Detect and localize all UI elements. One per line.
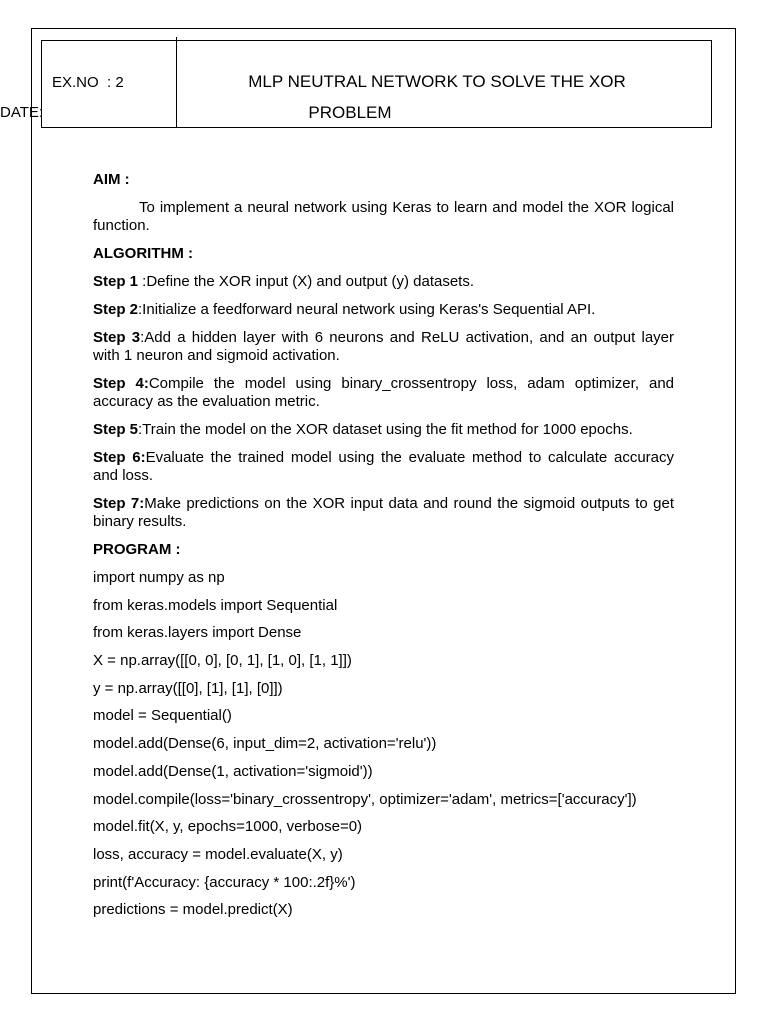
code-line: predictions = model.predict(X) (93, 901, 293, 919)
step-label: Step 4: (93, 375, 149, 392)
step-label: Step 1 (93, 273, 139, 290)
step-text: Compile the model using binary_crossentropy loss, adam optimizer, and accuracy as the evaluation metric. (93, 375, 674, 410)
algorithm-step (93, 301, 674, 319)
code-line: X = np.array([[0, 0], [0, 1], [1, 0], [1, 1]]) (93, 652, 352, 670)
step-label: Step 2 (93, 301, 139, 318)
step-text: Make predictions on the XOR input data and round the sigmoid outputs to get binary results. (93, 495, 674, 530)
code-line: model.add(Dense(6, input_dim=2, activation='relu')) (93, 735, 437, 753)
exercise-number: EX.NO : 2 (52, 74, 124, 91)
step-label: Step 5 (93, 421, 139, 438)
step-text: :Define the XOR input (X) and output (y) datasets. (138, 273, 475, 290)
code-line: import numpy as np (93, 569, 225, 586)
algorithm-step (93, 449, 674, 485)
code-line: from keras.layers import Dense (93, 624, 302, 642)
step-text: :Train the model on the XOR dataset using the fit method for 1000 epochs. (138, 421, 633, 438)
code-line: model = Sequential() (93, 707, 232, 725)
algorithm-step (93, 421, 674, 439)
code-line: model.compile(loss='binary_crossentropy', optimizer='adam', metrics=['accuracy']) (93, 790, 637, 808)
algorithm-step (93, 495, 674, 531)
algorithm-step (93, 273, 674, 291)
title-line-1: MLP NEUTRAL NETWORK TO SOLVE THE XOR (248, 72, 626, 91)
program-code (93, 569, 674, 929)
step-label: Step 3 (93, 329, 141, 346)
algorithm-heading: ALGORITHM : (93, 245, 193, 262)
code-line: print(f'Accuracy: {accuracy * 100:.2f}%') (93, 873, 356, 891)
document-body (93, 171, 674, 929)
step-text: :Add a hidden layer with 6 neurons and ReLU activation, and an output layer with 1 neuron and sigmoid activation. (93, 329, 675, 364)
code-line: model.add(Dense(1, activation='sigmoid')) (93, 762, 373, 780)
program-heading: PROGRAM : (93, 541, 181, 558)
step-label: Step 6: (93, 449, 146, 466)
title-line-2: PROBLEM (308, 103, 392, 122)
code-line: loss, accuracy = model.evaluate(X, y) (93, 845, 343, 863)
step-label: Step 7: (93, 495, 145, 512)
code-line: model.fit(X, y, epochs=1000, verbose=0) (93, 818, 363, 836)
step-text: Evaluate the trained model using the evaluate method to calculate accuracy and loss. (93, 449, 674, 484)
step-text: :Initialize a feedforward neural network using Keras's Sequential API. (138, 301, 596, 318)
date-label: DATE: (0, 104, 44, 121)
code-line: y = np.array([[0], [1], [1], [0]]) (93, 679, 283, 697)
aim-heading: AIM : (93, 171, 130, 188)
algorithm-step (93, 375, 674, 411)
algorithm-step (93, 329, 674, 365)
code-line: from keras.models import Sequential (93, 596, 338, 614)
aim-text: To implement a neural network using Keras to learn and model the XOR logical function. (93, 199, 674, 234)
